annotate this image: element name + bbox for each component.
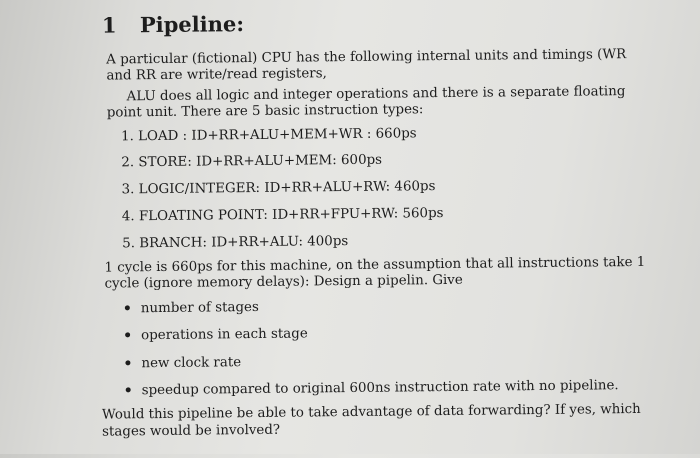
bullet-text: new clock rate <box>141 355 242 372</box>
section-title: Pipeline: <box>139 11 245 38</box>
instruction-text: BRANCH: ID+RR+ALU: 400ps <box>139 234 349 252</box>
bullet-item-2 <box>125 326 308 344</box>
intro-line-2: and RR are write/read registers, <box>106 66 327 84</box>
bullet-icon <box>126 387 131 392</box>
intro-line-4: point unit. There are 5 basic instruction types: <box>106 102 424 121</box>
bullet-icon <box>125 305 130 310</box>
cycle-note-line-2: cycle (ignore memory delays): Design a pipelin. Give <box>104 272 463 292</box>
list-marker: 1. <box>120 129 134 145</box>
instruction-text: FLOATING POINT: ID+RR+FPU+RW: 560ps <box>138 206 444 225</box>
section-heading <box>102 11 244 37</box>
instruction-text: LOGIC/INTEGER: ID+RR+ALU+RW: 460ps <box>138 179 436 198</box>
instruction-type-3 <box>122 179 436 198</box>
list-marker: 3. <box>121 182 135 198</box>
bullet-item-3 <box>125 355 241 372</box>
bullet-item-4 <box>126 378 619 399</box>
question-line-2: stages would be involved? <box>102 422 281 440</box>
instruction-type-5 <box>122 234 348 252</box>
question-line-1: Would this pipeline be able to take advantage of data forwarding? If yes, which <box>101 401 641 423</box>
list-marker: 4. <box>121 209 135 225</box>
bullet-text: number of stages <box>140 299 259 317</box>
list-marker: 5. <box>122 236 136 252</box>
bullet-text: operations in each stage <box>141 326 308 344</box>
bullet-text: speedup compared to original 600ns instruction rate with no pipeline. <box>141 378 619 399</box>
intro-line-3: ALU does all logic and integer operations and there is a separate floating <box>126 84 626 105</box>
intro-line-1: A particular (fictional) CPU has the following internal units and timings (WR <box>106 47 627 68</box>
cycle-note-line-1: 1 cycle is 660ps for this machine, on the assumption that all instructions take 1 <box>104 254 646 276</box>
instruction-type-2 <box>121 153 382 172</box>
instruction-text: STORE: ID+RR+ALU+MEM: 600ps <box>138 152 383 171</box>
instruction-type-4 <box>122 206 444 225</box>
list-marker: 2. <box>121 155 135 171</box>
instruction-type-1 <box>121 126 417 145</box>
instruction-text: LOAD : ID+RR+ALU+MEM+WR : 660ps <box>138 126 417 145</box>
bullet-icon <box>125 360 130 365</box>
bullet-icon <box>125 332 130 337</box>
section-number: 1 <box>101 12 117 38</box>
bullet-item-1 <box>125 300 259 317</box>
